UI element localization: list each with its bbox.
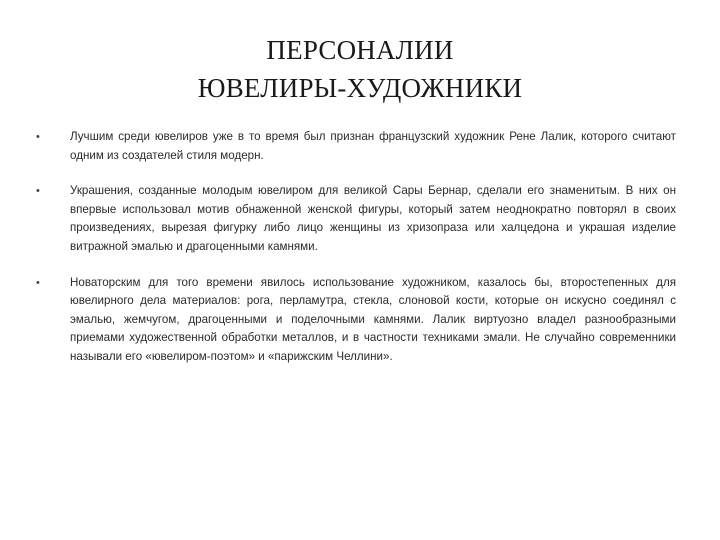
bullet-dot-icon: • (36, 276, 40, 289)
bullet-text: Украшения, созданные молодым ювелиром для великой Сары Бернар, сделали его знаменитым. В них он впервые использовал мотив обнаженной женской фигуры, который затем неоднократно повторял в своих произведениях, вырезая фигурку либо лицо женщины из хризопраза или халцедона и украшая изделие витражной эмалью и драгоценными камнями. (70, 184, 676, 253)
bullet-item-materials (36, 274, 676, 367)
title-line-2: ЮВЕЛИРЫ-ХУДОЖНИКИ (197, 73, 523, 103)
bullet-list (36, 128, 676, 367)
bullet-item-lalique-intro (36, 128, 676, 165)
bullet-text: Новаторским для того времени явилось использование художником, казалось бы, второстепенных для ювелирного дела материалов: рога, перламутра, стекла, слоновой кости, которые он искусно соединял с эмалью, жемчугом, драгоценными и поделочными камнями. Лалик виртуозно владел разнообразными приемами художественной обработки металлов, и в частности техниками эмали. Не случайно современники называли его «ювелиром-поэтом» и «парижским Челлини». (70, 275, 676, 363)
bullet-dot-icon: • (36, 185, 40, 198)
bullet-text: Лучшим среди ювелиров уже в то время был признан французский художник Рене Лалик, которого считают одним из создателей стиля модерн. (70, 130, 676, 162)
bullet-dot-icon: • (36, 131, 40, 143)
slide-title (0, 31, 720, 107)
title-line-1: ПЕРСОНАЛИИ (266, 35, 454, 65)
bullet-item-sarah-bernhardt (36, 182, 676, 256)
